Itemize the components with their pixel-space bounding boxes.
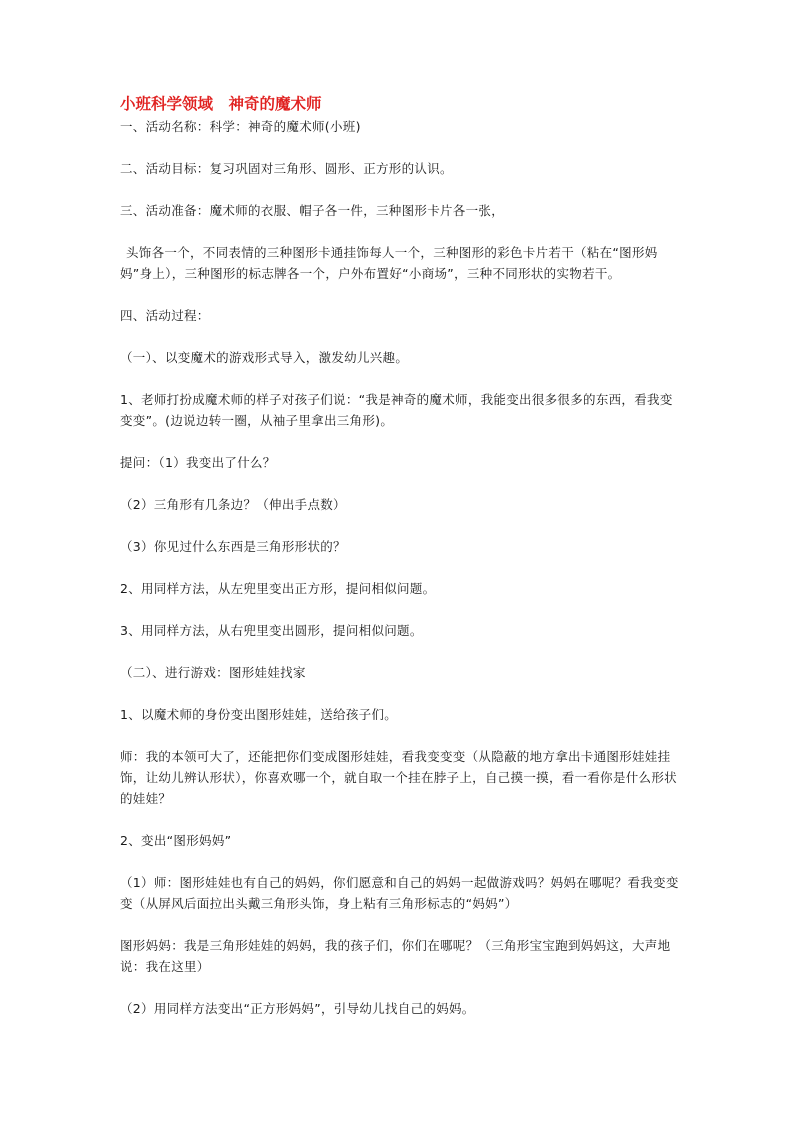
paragraph-teacher-speech: 师：我的本领可大了，还能把你们变成图形娃娃，看我变变变（从隐蔽的地方拿出卡通图形娃娃挂饰，让幼儿辨认形状），你喜欢哪一个，就自取一个挂在脖子上，自己摸一摸，看一看你是什么形状的娃娃？ <box>120 749 677 806</box>
paragraph-question-three: （3）你见过什么东西是三角形形状的？ <box>120 539 346 554</box>
paragraph-section-one: （一）、以变魔术的游戏形式导入，激发幼儿兴趣。 <box>120 350 409 365</box>
paragraph-step-two: 2、用同样方法，从左兜里变出正方形，提问相似问题。 <box>120 581 436 596</box>
paragraph-section-two: （二）、进行游戏：图形娃娃找家 <box>120 665 306 680</box>
paragraph-activity-name: 一、活动名称：科学：神奇的魔术师(小班) <box>120 119 361 134</box>
paragraph-game-step-two: 2、变出“图形妈妈” <box>120 833 232 848</box>
paragraph-question-one: 提问：（1）我变出了什么？ <box>120 455 276 470</box>
paragraph-mother-step-two: （2）用同样方法变出“正方形妈妈”，引导幼儿找自己的妈妈。 <box>120 1001 475 1016</box>
document-title: 小班科学领域 神奇的魔术师 <box>120 94 322 113</box>
paragraph-activity-prep: 三、活动准备：魔术师的衣服、帽子各一件，三种图形卡片各一张， <box>120 203 505 218</box>
paragraph-process-heading: 四、活动过程： <box>120 308 210 323</box>
paragraph-shape-mother-speech: 图形妈妈：我是三角形娃娃的妈妈，我的孩子们，你们在哪呢？（三角形宝宝跑到妈妈这，大声地说：我在这里） <box>120 938 671 974</box>
paragraph-step-one: 1、老师打扮成魔术师的样子对孩子们说：“我是神奇的魔术师，我能变出很多很多的东西，看我变变变”。(边说边转一圈，从袖子里拿出三角形)。 <box>120 392 673 428</box>
paragraph-prep-materials: 头饰各一个，不同表情的三种图形卡通挂饰每人一个，三种图形的彩色卡片若干（粘在“图形妈妈”身上），三种图形的标志牌各一个，户外布置好“小商场”，三种不同形状的实物若干。 <box>120 245 658 281</box>
paragraph-step-three: 3、用同样方法，从右兜里变出圆形，提问相似问题。 <box>120 623 423 638</box>
paragraph-game-step-one: 1、以魔术师的身份变出图形娃娃，送给孩子们。 <box>120 707 398 722</box>
paragraph-mother-step-one: （1）师：图形娃娃也有自己的妈妈，你们愿意和自己的妈妈一起做游戏吗？妈妈在哪呢？看我变变变（从屏风后面拉出头戴三角形头饰，身上粘有三角形标志的“妈妈”） <box>120 875 679 911</box>
paragraph-question-two: （2）三角形有几条边？（伸出手点数） <box>120 497 346 512</box>
paragraph-activity-goal: 二、活动目标：复习巩固对三角形、圆形、正方形的认识。 <box>120 161 453 176</box>
